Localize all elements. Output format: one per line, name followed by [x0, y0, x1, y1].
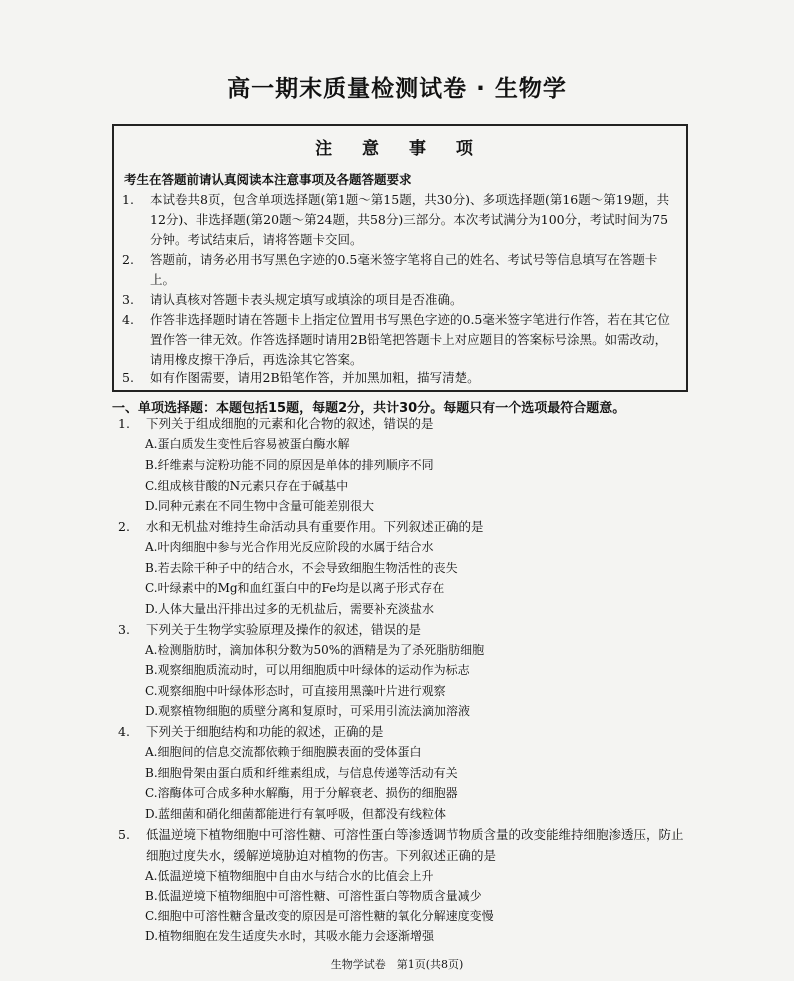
question-number: 1.: [118, 416, 130, 431]
option: C.组成核苷酸的N元素只存在于碱基中: [145, 479, 349, 493]
option: C.细胞中可溶性糖含量改变的原因是可溶性糖的氧化分解速度变慢: [145, 909, 494, 923]
notice-box: [112, 124, 688, 392]
notice-item-text: 作答非选择题时请在答题卡上指定位置用书写黑色字迹的0.5毫米签字笔进行作答，若在其它位置作答一律无效。作答选择题时请用2B铅笔把答题卡上对应题目的答案标号涂黑。如需改动，请用橡皮擦干净后，再选涂其它答案。: [150, 312, 670, 367]
notice-item: [122, 310, 678, 370]
section-heading: 一、单项选择题：本题包括15题，每题2分，共计30分。每题只有一个选项最符合题意。: [112, 401, 626, 416]
notice-heading: 注 意 事 项: [315, 139, 485, 159]
option: C.叶绿素中的Mg和血红蛋白中的Fe均是以离子形式存在: [145, 581, 445, 595]
notice-item: [122, 368, 678, 388]
notice-item-text: 请认真核对答题卡表头规定填写或填涂的项目是否准确。: [150, 292, 463, 307]
question: [118, 516, 688, 537]
option: A.低温逆境下植物细胞中自由水与结合水的比值会上升: [145, 869, 434, 883]
question-stem: 水和无机盐对维持生命活动具有重要作用。下列叙述正确的是: [146, 519, 484, 534]
option: B.低温逆境下植物细胞中可溶性糖、可溶性蛋白等物质含量减少: [145, 889, 482, 903]
option: D.植物细胞在发生适度失水时，其吸水能力会逐渐增强: [145, 929, 435, 943]
option: D.观察植物细胞的质壁分离和复原时，可采用引流法滴加溶液: [145, 704, 471, 718]
notice-item-number: 2.: [122, 252, 134, 267]
question-number: 4.: [118, 724, 130, 739]
option: B.细胞骨架由蛋白质和纤维素组成，与信息传递等活动有关: [145, 766, 458, 780]
exam-title: 高一期末质量检测试卷 · 生物学: [227, 76, 567, 102]
notice-item-text: 答题前，请务必用书写黑色字迹的0.5毫米签字笔将自己的姓名、考试号等信息填写在答题卡上。: [150, 252, 658, 287]
question-number: 2.: [118, 519, 130, 534]
question-stem: 下列关于生物学实验原理及操作的叙述，错误的是: [146, 622, 422, 637]
option: D.蓝细菌和硝化细菌都能进行有氧呼吸，但都没有线粒体: [145, 807, 447, 821]
notice-item-number: 3.: [122, 292, 134, 307]
option: C.观察细胞中叶绿体形态时，可直接用黑藻叶片进行观察: [145, 684, 446, 698]
question-number: 3.: [118, 622, 130, 637]
notice-item-number: 5.: [122, 370, 134, 385]
option: A.蛋白质发生变性后容易被蛋白酶水解: [145, 437, 350, 451]
notice-intro: 考生在答题前请认真阅读本注意事项及各题答题要求: [124, 172, 412, 187]
option: A.细胞间的信息交流都依赖于细胞膜表面的受体蛋白: [145, 745, 422, 759]
notice-item-text: 本试卷共8页，包含单项选择题(第1题～第15题，共30分)、多项选择题(第16题～第19题，共12分)、非选择题(第20题～第24题，共58分)三部分。本次考试满分为100分，考试时间为75分钟。考试结束后，请将答题卡交回。: [150, 192, 670, 247]
notice-item: [122, 190, 678, 250]
notice-item: [122, 250, 678, 290]
question: [118, 619, 688, 640]
notice-item: [122, 290, 678, 310]
notice-item-number: 1.: [122, 192, 134, 207]
question-number: 5.: [118, 827, 130, 842]
option: D.同种元素在不同生物中含量可能差别很大: [145, 499, 375, 513]
question: [118, 413, 688, 434]
option: B.观察细胞质流动时，可以用细胞质中叶绿体的运动作为标志: [145, 663, 470, 677]
notice-item-text: 如有作图需要，请用2B铅笔作答，并加黑加粗，描写清楚。: [150, 370, 480, 385]
option: B.纤维素与淀粉功能不同的原因是单体的排列顺序不同: [145, 458, 434, 472]
option: B.若去除干种子中的结合水，不会导致细胞生物活性的丧失: [145, 561, 458, 575]
option: D.人体大量出汗排出过多的无机盐后，需要补充淡盐水: [145, 602, 435, 616]
notice-item-number: 4.: [122, 312, 134, 327]
question: [118, 824, 688, 866]
page-footer: 生物学试卷 第1页(共8页): [330, 958, 464, 971]
question: [118, 721, 688, 742]
question-stem: 下列关于组成细胞的元素和化合物的叙述，错误的是: [146, 416, 434, 431]
option: C.溶酶体可合成多种水解酶，用于分解衰老、损伤的细胞器: [145, 786, 458, 800]
option: A.检测脂肪时，滴加体积分数为50%的酒精是为了杀死脂肪细胞: [145, 643, 485, 657]
option: A.叶肉细胞中参与光合作用光反应阶段的水属于结合水: [145, 540, 434, 554]
question-stem: 下列关于细胞结构和功能的叙述，正确的是: [146, 724, 384, 739]
question-stem: 低温逆境下植物细胞中可溶性糖、可溶性蛋白等渗透调节物质含量的改变能维持细胞渗透压，防止细胞过度失水，缓解逆境胁迫对植物的伤害。下列叙述正确的是: [146, 827, 684, 863]
